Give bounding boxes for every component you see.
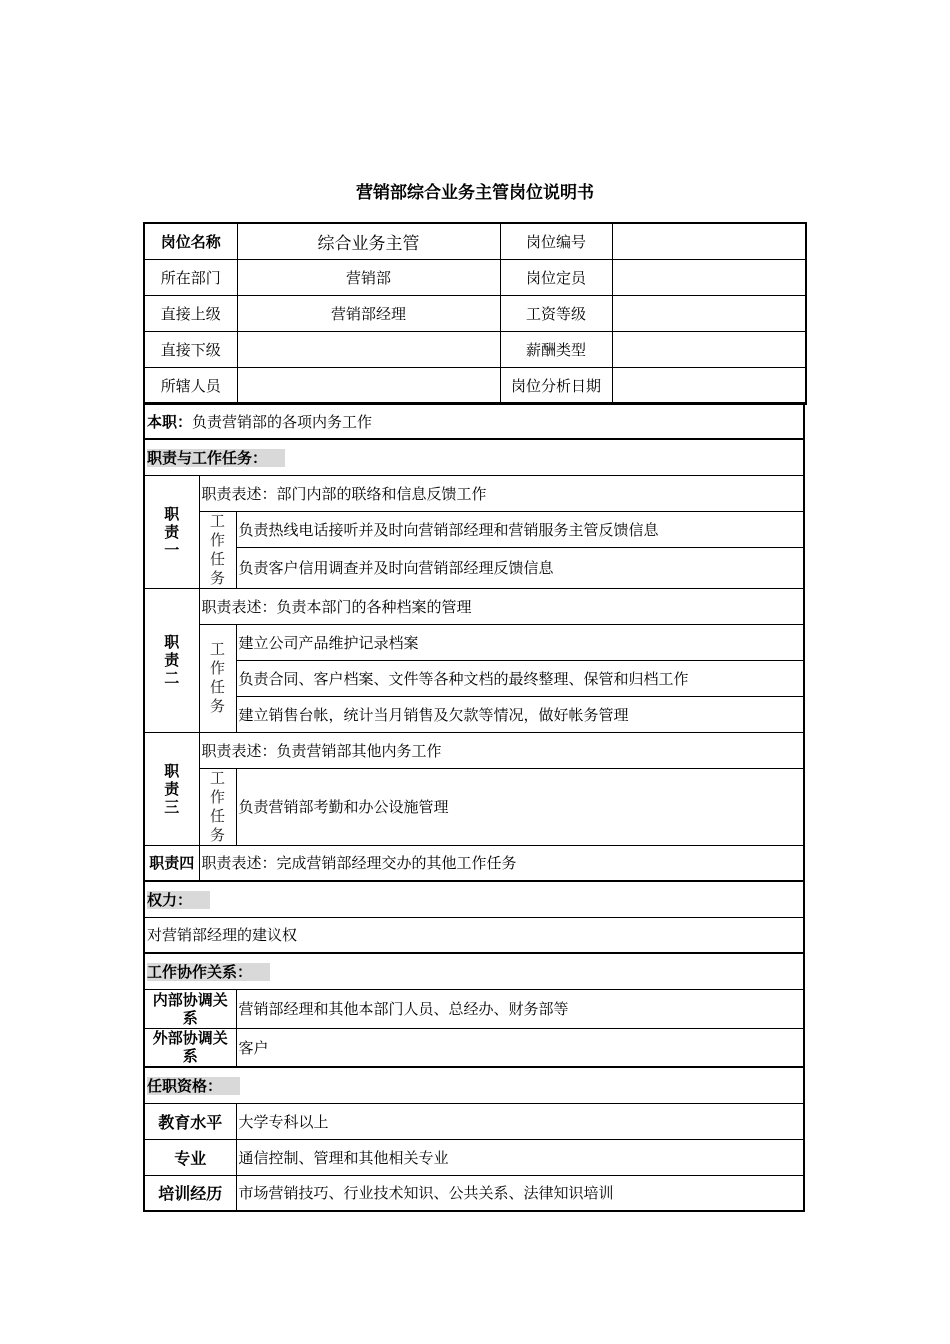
responsibility-4-label: 职责四: [144, 845, 199, 881]
authority-text: 对营销部经理的建议权: [144, 917, 804, 953]
tasks-heading-row: [144, 439, 804, 475]
education-label: 教育水平: [144, 1103, 236, 1139]
analysis-date-value: [612, 368, 806, 405]
education-value: 大学专科以上: [236, 1103, 804, 1139]
responsibility-3-label: [144, 732, 199, 845]
duty-cell: [144, 403, 804, 439]
responsibility-1-task-1-row: [144, 511, 804, 547]
task-item: 建立销售台帐，统计当月销售及欠款等情况，做好帐务管理: [236, 696, 804, 732]
grade-value: [612, 296, 806, 332]
external-row: [144, 1028, 804, 1067]
authority-heading-row: [144, 881, 804, 917]
post-no-value: [612, 223, 806, 260]
major-label: 专业: [144, 1139, 236, 1175]
training-label: 培训经历: [144, 1175, 236, 1211]
responsibility-2-task-1-row: [144, 624, 804, 660]
work-task-label: [199, 624, 236, 732]
responsibility-3-task-1-row: [144, 768, 804, 845]
superior-label: 直接上级: [144, 296, 237, 332]
qualification-heading: 任职资格：: [147, 1077, 240, 1095]
external-text: 客户: [236, 1028, 804, 1067]
salary-type-label: 薪酬类型: [500, 332, 612, 368]
page-title: 营销部综合业务主管岗位说明书: [356, 183, 594, 203]
responsibility-3-label-text: 职责三: [164, 761, 180, 816]
responsibility-1-label-text: 职责一: [164, 504, 180, 559]
tasks-heading: 职责与工作任务：: [147, 449, 285, 467]
subordinate-label: 直接下级: [144, 332, 237, 368]
duties-table: [143, 402, 805, 1212]
responsibility-4-statement: 职责表述：完成营销部经理交办的其他工作任务: [199, 845, 804, 881]
post-name-value: 综合业务主管: [237, 223, 500, 260]
dept-label: 所在部门: [144, 260, 237, 296]
superior-value: 营销部经理: [237, 296, 500, 332]
responsibility-2-label: [144, 588, 199, 732]
work-task-label-text: 工作任务: [210, 768, 226, 844]
post-name-row: [144, 223, 806, 260]
responsibility-1-statement-row: [144, 475, 804, 511]
work-task-label-text: 工作任务: [210, 511, 226, 587]
major-value: 通信控制、管理和其他相关专业: [236, 1139, 804, 1175]
work-task-label-text: 工作任务: [210, 640, 226, 715]
task-item: 负责营销部考勤和办公设施管理: [236, 768, 804, 845]
responsibility-1-label: [144, 475, 199, 588]
work-task-label: [199, 768, 236, 845]
responsibility-1-task-2-row: [144, 547, 804, 588]
internal-text: 营销部经理和其他本部门人员、总经办、财务部等: [236, 989, 804, 1028]
staff-label: 所辖人员: [144, 368, 237, 405]
responsibility-2-task-3-row: [144, 696, 804, 732]
responsibility-1-statement: 职责表述：部门内部的联络和信息反馈工作: [199, 475, 804, 511]
analysis-date-label: 岗位分析日期: [500, 368, 612, 405]
training-value: 市场营销技巧、行业技术知识、公共关系、法律知识培训: [236, 1175, 804, 1211]
task-item: 负责热线电话接听并及时向营销部经理和营销服务主管反馈信息: [236, 511, 804, 547]
subordinate-row: [144, 332, 806, 368]
responsibility-2-label-text: 职责二: [164, 633, 180, 687]
cooperation-heading-row: [144, 953, 804, 989]
qualification-heading-row: [144, 1067, 804, 1103]
task-item: 负责合同、客户档案、文件等各种文档的最终整理、保管和归档工作: [236, 660, 804, 696]
responsibility-2-statement: 职责表述：负责本部门的各种档案的管理: [199, 588, 804, 624]
staff-value: [237, 368, 500, 405]
internal-label: 内部协调关系: [144, 989, 236, 1028]
dept-value: 营销部: [237, 260, 500, 296]
duty-text: 负责营销部的各项内务工作: [192, 412, 373, 431]
training-row: [144, 1175, 804, 1211]
internal-row: [144, 989, 804, 1028]
responsibility-3-statement-row: [144, 732, 804, 768]
work-task-label: [199, 511, 236, 588]
responsibility-2-statement-row: [144, 588, 804, 624]
cooperation-heading: 工作协作关系：: [147, 963, 270, 981]
responsibility-4-row: [144, 845, 804, 881]
quota-label: 岗位定员: [500, 260, 612, 296]
quota-value: [612, 260, 806, 296]
grade-label: 工资等级: [500, 296, 612, 332]
authority-heading: 权力：: [147, 891, 210, 909]
external-label: 外部协调关系: [144, 1028, 236, 1067]
superior-row: [144, 296, 806, 332]
duty-label: 本职：: [147, 412, 193, 431]
education-row: [144, 1103, 804, 1139]
basic-info-table: [143, 222, 807, 405]
task-item: 负责客户信用调查并及时向营销部经理反馈信息: [236, 547, 804, 588]
dept-row: [144, 260, 806, 296]
post-no-label: 岗位编号: [500, 223, 612, 260]
duty-row: [144, 403, 804, 439]
subordinate-value: [237, 332, 500, 368]
responsibility-2-task-2-row: [144, 660, 804, 696]
major-row: [144, 1139, 804, 1175]
staff-row: [144, 368, 806, 405]
responsibility-3-statement: 职责表述：负责营销部其他内务工作: [199, 732, 804, 768]
task-item: 建立公司产品维护记录档案: [236, 624, 804, 660]
post-name-label: 岗位名称: [144, 223, 237, 260]
authority-row: [144, 917, 804, 953]
salary-type-value: [612, 332, 806, 368]
